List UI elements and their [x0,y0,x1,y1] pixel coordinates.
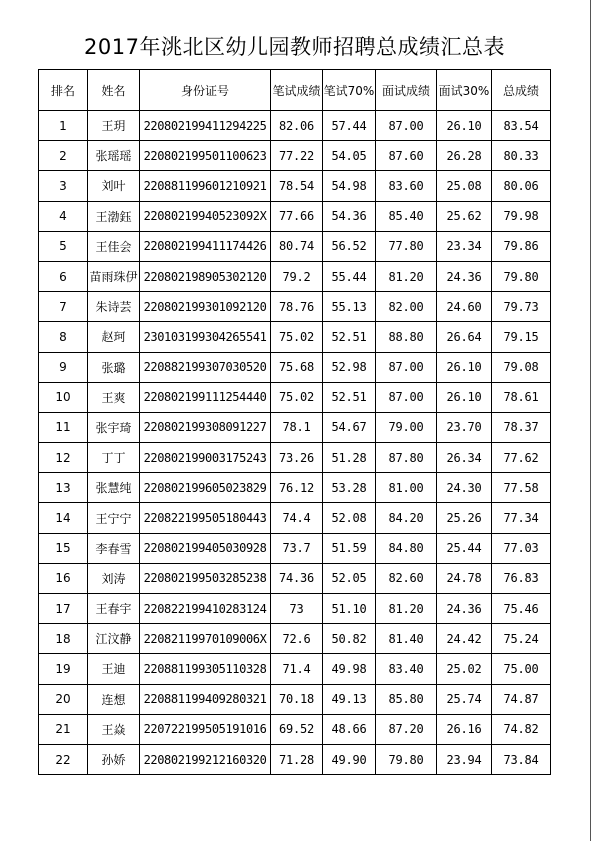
cell-interview-30: 26.28 [437,141,492,171]
cell-rank: 16 [39,563,88,593]
cell-interview-score: 81.20 [376,594,437,624]
cell-written-70: 52.51 [323,382,376,412]
table-body [39,111,551,775]
cell-written-score: 77.22 [271,141,323,171]
cell-interview-30: 25.08 [437,171,492,201]
cell-id-number: 220822199410283124 [140,594,271,624]
table-row [39,744,551,774]
cell-written-70: 54.67 [323,412,376,442]
cell-rank: 19 [39,654,88,684]
header-written-score: 笔试成绩 [271,70,323,111]
table-row [39,261,551,291]
cell-total-score: 77.34 [492,503,551,533]
cell-id-number: 220802199411294225 [140,111,271,141]
cell-name: 丁丁 [88,443,140,473]
table-row [39,292,551,322]
cell-rank: 12 [39,443,88,473]
cell-written-score: 78.54 [271,171,323,201]
cell-id-number: 220802199405030928 [140,533,271,563]
cell-interview-score: 81.20 [376,261,437,291]
cell-written-score: 80.74 [271,231,323,261]
header-id-number: 身份证号 [140,70,271,111]
cell-written-70: 56.52 [323,231,376,261]
cell-written-70: 51.59 [323,533,376,563]
cell-rank: 3 [39,171,88,201]
cell-name: 王佳会 [88,231,140,261]
cell-written-score: 70.18 [271,684,323,714]
cell-id-number: 220802199503285238 [140,563,271,593]
cell-name: 苗雨珠伊 [88,261,140,291]
cell-total-score: 74.82 [492,714,551,744]
cell-interview-score: 88.80 [376,322,437,352]
cell-total-score: 73.84 [492,744,551,774]
cell-rank: 4 [39,201,88,231]
cell-rank: 15 [39,533,88,563]
cell-rank: 6 [39,261,88,291]
cell-id-number: 220802199501100623 [140,141,271,171]
cell-id-number: 230103199304265541 [140,322,271,352]
table-row [39,684,551,714]
header-interview-30: 面试30% [437,70,492,111]
cell-rank: 18 [39,624,88,654]
cell-total-score: 79.80 [492,261,551,291]
cell-written-score: 75.68 [271,352,323,382]
cell-rank: 7 [39,292,88,322]
cell-rank: 1 [39,111,88,141]
cell-interview-score: 87.60 [376,141,437,171]
cell-total-score: 77.62 [492,443,551,473]
cell-interview-score: 87.00 [376,111,437,141]
cell-written-70: 55.13 [323,292,376,322]
cell-written-score: 73 [271,594,323,624]
cell-rank: 13 [39,473,88,503]
cell-id-number: 220802199212160320 [140,744,271,774]
cell-interview-30: 26.64 [437,322,492,352]
cell-name: 张宇琦 [88,412,140,442]
header-written-70: 笔试70% [323,70,376,111]
cell-rank: 10 [39,382,88,412]
cell-total-score: 76.83 [492,563,551,593]
cell-interview-score: 81.00 [376,473,437,503]
cell-rank: 9 [39,352,88,382]
table-row [39,443,551,473]
cell-id-number: 22082119970109006X [140,624,271,654]
cell-written-70: 52.51 [323,322,376,352]
cell-interview-30: 25.02 [437,654,492,684]
cell-id-number: 220881199601210921 [140,171,271,201]
cell-interview-score: 84.80 [376,533,437,563]
cell-written-score: 73.7 [271,533,323,563]
cell-interview-30: 25.74 [437,684,492,714]
cell-rank: 2 [39,141,88,171]
cell-name: 王焱 [88,714,140,744]
cell-interview-30: 26.10 [437,382,492,412]
cell-name: 王宁宁 [88,503,140,533]
cell-total-score: 79.15 [492,322,551,352]
cell-rank: 20 [39,684,88,714]
header-row [39,70,551,111]
cell-written-score: 79.2 [271,261,323,291]
cell-total-score: 80.33 [492,141,551,171]
cell-rank: 8 [39,322,88,352]
cell-interview-score: 83.40 [376,654,437,684]
cell-written-score: 77.66 [271,201,323,231]
cell-id-number: 220881199409280321 [140,684,271,714]
cell-written-score: 73.26 [271,443,323,473]
cell-name: 朱诗芸 [88,292,140,322]
cell-written-70: 52.98 [323,352,376,382]
cell-rank: 21 [39,714,88,744]
cell-interview-30: 25.26 [437,503,492,533]
cell-interview-score: 84.20 [376,503,437,533]
cell-interview-score: 87.00 [376,382,437,412]
cell-total-score: 83.54 [492,111,551,141]
cell-interview-score: 77.80 [376,231,437,261]
cell-interview-30: 26.10 [437,111,492,141]
cell-interview-score: 87.00 [376,352,437,382]
cell-id-number: 220802199003175243 [140,443,271,473]
cell-written-score: 78.76 [271,292,323,322]
table-row [39,412,551,442]
cell-written-70: 49.98 [323,654,376,684]
cell-id-number: 220802199308091227 [140,412,271,442]
cell-name: 刘涛 [88,563,140,593]
cell-name: 王春宇 [88,594,140,624]
cell-id-number: 220802198905302120 [140,261,271,291]
table-row [39,111,551,141]
cell-interview-30: 23.70 [437,412,492,442]
cell-id-number: 220802199411174426 [140,231,271,261]
cell-id-number: 22080219940523092X [140,201,271,231]
cell-interview-score: 87.80 [376,443,437,473]
cell-interview-30: 23.94 [437,744,492,774]
cell-rank: 11 [39,412,88,442]
cell-written-70: 55.44 [323,261,376,291]
cell-id-number: 220881199305110328 [140,654,271,684]
cell-rank: 22 [39,744,88,774]
cell-name: 刘叶 [88,171,140,201]
table-row [39,141,551,171]
table-row [39,352,551,382]
cell-interview-30: 24.36 [437,261,492,291]
cell-written-score: 74.4 [271,503,323,533]
cell-interview-score: 85.40 [376,201,437,231]
table-row [39,231,551,261]
table-row [39,503,551,533]
cell-total-score: 79.98 [492,201,551,231]
cell-interview-30: 24.36 [437,594,492,624]
header-total-score: 总成绩 [492,70,551,111]
table-row [39,533,551,563]
table-row [39,624,551,654]
cell-interview-score: 83.60 [376,171,437,201]
cell-total-score: 74.87 [492,684,551,714]
cell-total-score: 75.00 [492,654,551,684]
cell-interview-30: 26.16 [437,714,492,744]
cell-written-70: 50.82 [323,624,376,654]
cell-name: 赵珂 [88,322,140,352]
cell-total-score: 79.86 [492,231,551,261]
cell-written-score: 78.1 [271,412,323,442]
cell-written-score: 75.02 [271,382,323,412]
cell-name: 王玥 [88,111,140,141]
cell-total-score: 78.61 [492,382,551,412]
cell-written-70: 57.44 [323,111,376,141]
cell-interview-score: 87.20 [376,714,437,744]
cell-interview-30: 24.78 [437,563,492,593]
header-rank: 排名 [39,70,88,111]
table-row [39,714,551,744]
cell-written-score: 76.12 [271,473,323,503]
cell-total-score: 80.06 [492,171,551,201]
table-row [39,563,551,593]
cell-written-70: 54.05 [323,141,376,171]
cell-name: 连想 [88,684,140,714]
cell-written-70: 48.66 [323,714,376,744]
cell-total-score: 75.24 [492,624,551,654]
table-row [39,171,551,201]
cell-name: 张瑶瑶 [88,141,140,171]
cell-interview-30: 23.34 [437,231,492,261]
cell-name: 李春雪 [88,533,140,563]
cell-name: 江汶静 [88,624,140,654]
cell-rank: 5 [39,231,88,261]
cell-written-70: 51.28 [323,443,376,473]
header-name: 姓名 [88,70,140,111]
cell-interview-30: 24.60 [437,292,492,322]
table-row [39,201,551,231]
cell-interview-30: 26.34 [437,443,492,473]
scores-table [38,69,551,775]
cell-written-70: 49.90 [323,744,376,774]
cell-written-70: 52.05 [323,563,376,593]
cell-name: 王渤鈺 [88,201,140,231]
header-interview-score: 面试成绩 [376,70,437,111]
cell-written-score: 69.52 [271,714,323,744]
cell-written-score: 72.6 [271,624,323,654]
cell-name: 王爽 [88,382,140,412]
table-row [39,654,551,684]
cell-id-number: 220802199301092120 [140,292,271,322]
cell-name: 张慧纯 [88,473,140,503]
cell-id-number: 220822199505180443 [140,503,271,533]
cell-total-score: 79.08 [492,352,551,382]
cell-written-70: 53.28 [323,473,376,503]
cell-interview-30: 25.62 [437,201,492,231]
cell-total-score: 75.46 [492,594,551,624]
cell-id-number: 220802199111254440 [140,382,271,412]
cell-id-number: 220722199505191016 [140,714,271,744]
table-row [39,594,551,624]
cell-written-score: 75.02 [271,322,323,352]
cell-interview-30: 26.10 [437,352,492,382]
cell-interview-30: 24.30 [437,473,492,503]
cell-interview-score: 79.00 [376,412,437,442]
cell-written-70: 51.10 [323,594,376,624]
cell-interview-score: 81.40 [376,624,437,654]
cell-total-score: 77.58 [492,473,551,503]
cell-total-score: 78.37 [492,412,551,442]
cell-rank: 14 [39,503,88,533]
cell-total-score: 77.03 [492,533,551,563]
cell-interview-score: 82.00 [376,292,437,322]
cell-written-score: 82.06 [271,111,323,141]
cell-written-70: 54.98 [323,171,376,201]
cell-written-70: 52.08 [323,503,376,533]
cell-written-score: 71.4 [271,654,323,684]
table-row [39,322,551,352]
cell-name: 孙娇 [88,744,140,774]
page-title: 2017年洮北区幼儿园教师招聘总成绩汇总表 [84,35,505,59]
cell-id-number: 220882199307030520 [140,352,271,382]
cell-rank: 17 [39,594,88,624]
cell-interview-score: 82.60 [376,563,437,593]
table-row [39,382,551,412]
cell-interview-30: 24.42 [437,624,492,654]
cell-written-score: 74.36 [271,563,323,593]
cell-id-number: 220802199605023829 [140,473,271,503]
cell-interview-score: 85.80 [376,684,437,714]
cell-interview-score: 79.80 [376,744,437,774]
cell-written-70: 49.13 [323,684,376,714]
cell-total-score: 79.73 [492,292,551,322]
cell-name: 张璐 [88,352,140,382]
table-row [39,473,551,503]
cell-written-score: 71.28 [271,744,323,774]
cell-name: 王迪 [88,654,140,684]
cell-interview-30: 25.44 [437,533,492,563]
cell-written-70: 54.36 [323,201,376,231]
